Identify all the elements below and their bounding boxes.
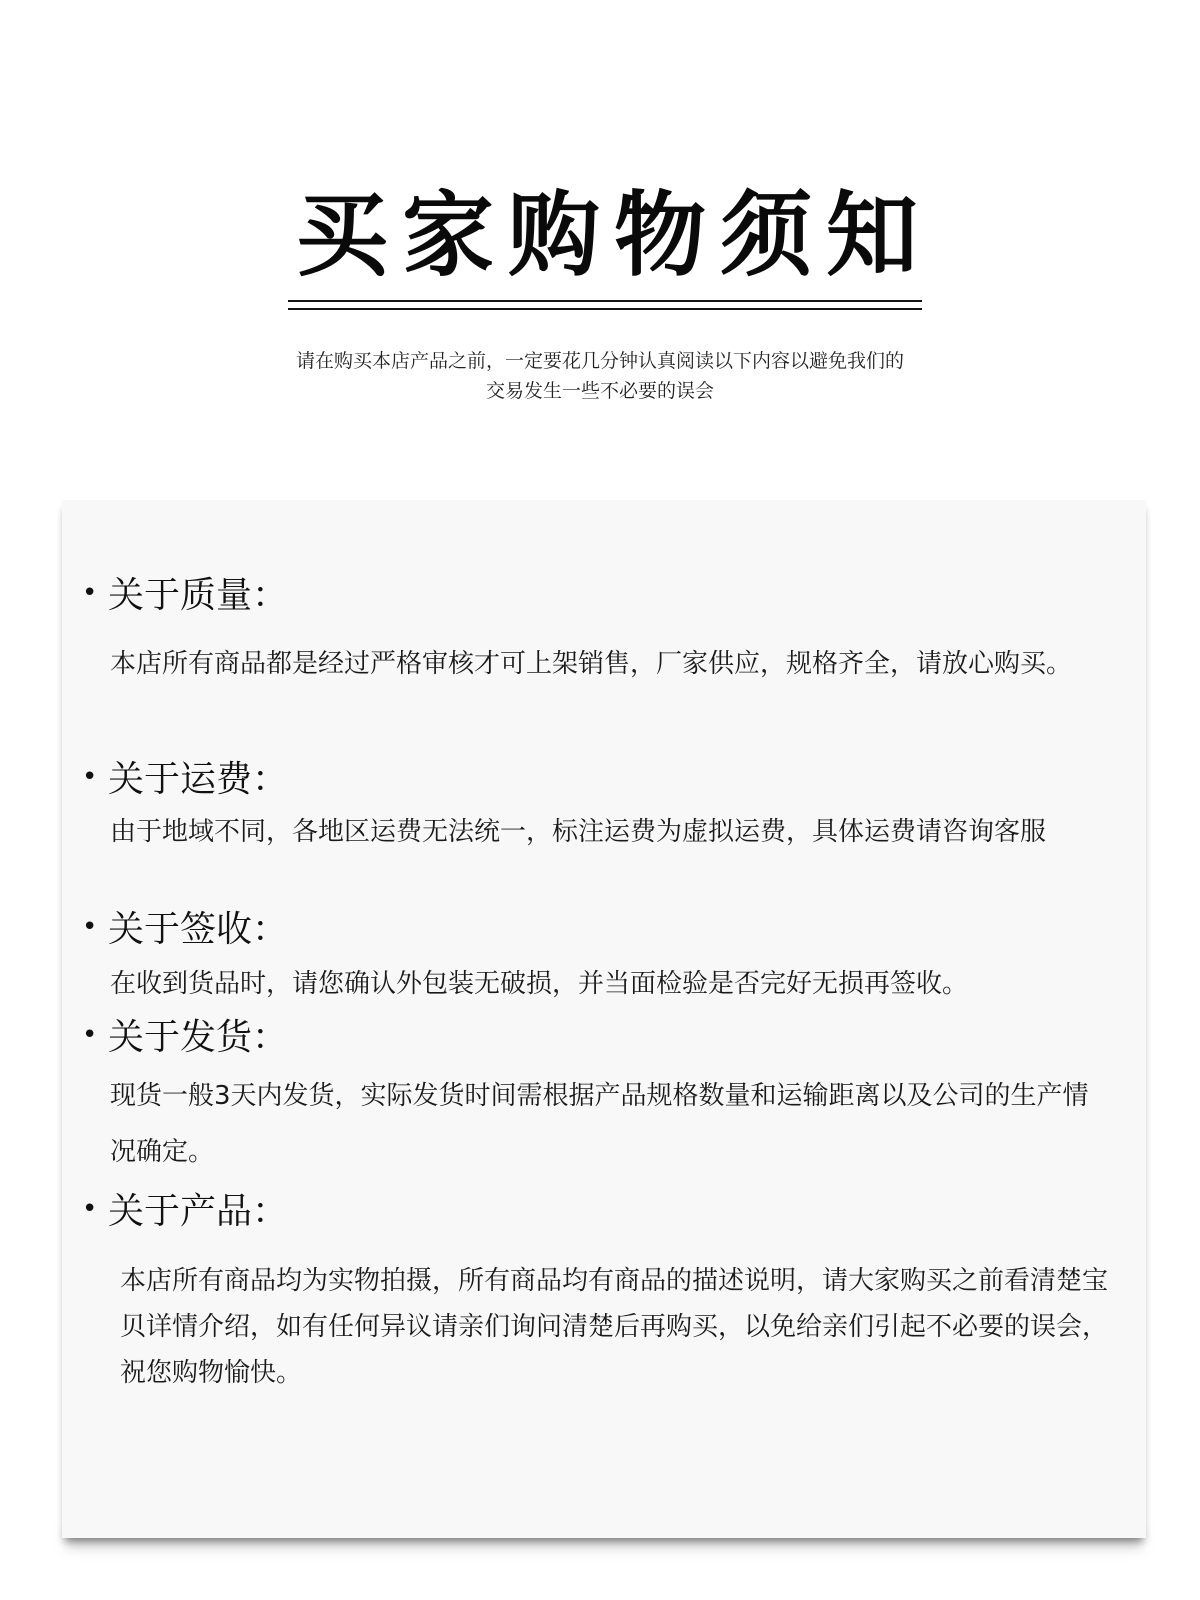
bullet-dot: • [82,1194,98,1224]
section-product-body: 本店所有商品均为实物拍摄，所有商品均有商品的描述说明，请大家购买之前看清楚宝贝详情介绍，如有任何异议请亲们询问清楚后再购买，以免给亲们引起不必要的误会，祝您购物愉快。 [120,1266,1109,1388]
bullet-dot: • [82,762,98,792]
title-underline-top [288,300,922,302]
section-receipt-heading [82,908,288,953]
section-heading-label: 关于产品： [108,1191,289,1232]
bullet-dot: • [82,578,98,608]
section-quality-heading [82,574,288,619]
page-title: 买家购物须知 [295,181,932,289]
section-heading-label: 关于质量： [108,575,289,616]
section-shipping-fee-body: 由于地域不同，各地区运费无法统一，标注运费为虚拟运费，具体运费请咨询客服 [110,817,1047,847]
section-delivery-body: 现货一般3天内发货，实际发货时间需根据产品规格数量和运输距离以及公司的生产情况确定。 [110,1081,1089,1167]
intro-text [0,346,1200,406]
section-heading-label: 关于运费： [108,759,289,800]
intro-line-2: 交易发生一些不必要的误会 [485,380,714,402]
section-heading-label: 关于发货： [108,1017,289,1058]
intro-line-1: 请在购买本店产品之前，一定要花几分钟认真阅读以下内容以避免我们的 [295,350,904,372]
section-receipt-body: 在收到货品时，请您确认外包装无破损，并当面检验是否完好无损再签收。 [110,969,969,999]
section-delivery-heading [82,1016,288,1061]
section-product-heading [82,1190,288,1235]
bullet-dot: • [82,912,98,942]
bullet-dot: • [82,1020,98,1050]
title-underline-bottom [288,308,922,310]
section-shipping-fee-heading [82,758,288,803]
section-quality-body: 本店所有商品都是经过严格审核才可上架销售，厂家供应，规格齐全，请放心购买。 [110,649,1073,679]
section-heading-label: 关于签收： [108,909,289,950]
